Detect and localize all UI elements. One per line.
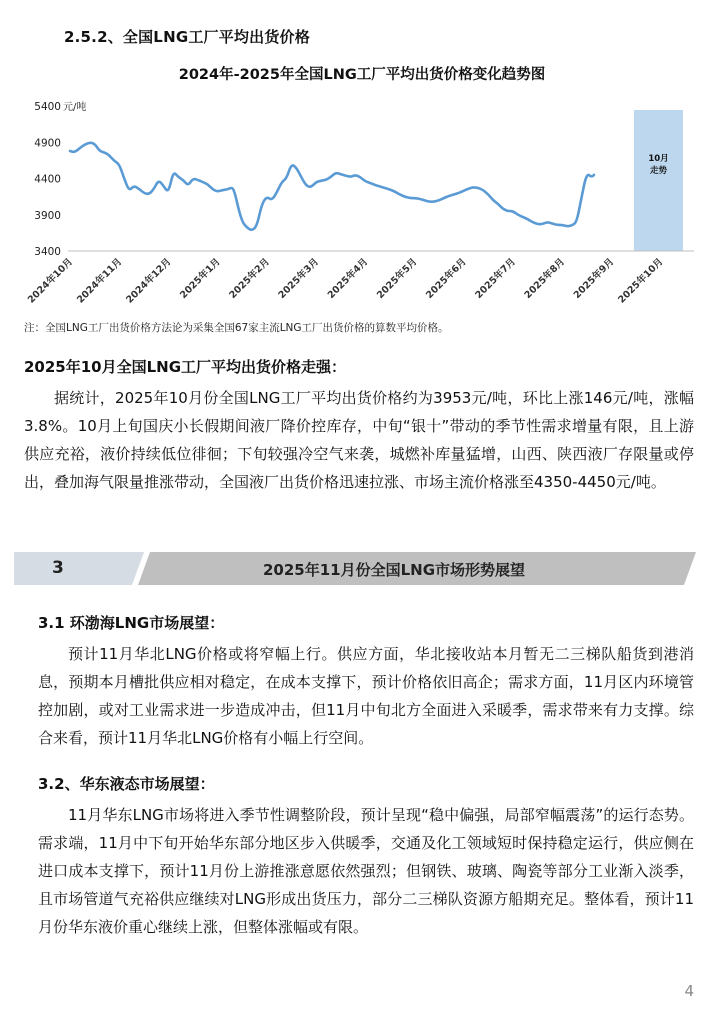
y-tick-label: 4900	[34, 137, 61, 150]
x-tick-label: 2024年11月	[75, 256, 125, 306]
price-trend-chart	[0, 92, 724, 322]
chart-note: 注：全国LNG工厂出货价格方法论为采集全国67家主流LNG工厂出货价格的算数平均价格。	[24, 322, 449, 334]
x-tick-label: 2024年10月	[25, 256, 76, 306]
october-heading: 2025年10月全国LNG工厂平均出货价格走强：	[24, 358, 347, 376]
x-tick-label: 2025年10月	[616, 256, 666, 306]
section-3-1-paragraph: 预计11月华北LNG价格或将窄幅上行。供应方面，华北接收站本月暂无二三梯队船货到港消息，预期本月槽批供应相对稳定，在成本支撑下，预计价格依旧高企；需求方面，11月区内环境管控加剧，或对工业需求进一步造成冲击，但11月中旬北方全面进入采暖季，需求带来有力支撑。综合来看，预计11月华北LNG价格有小幅上行空间。	[38, 645, 694, 747]
x-tick-label: 2024年12月	[124, 256, 174, 306]
y-tick-label: 4400	[34, 173, 61, 186]
october-paragraph: 据统计，2025年10月份全国LNG工厂平均出货价格约为3953元/吨，环比上涨146元/吨，涨幅3.8%。10月上旬国庆小长假期间液厂降价控库存，中旬“银十”带动的季节性需求增量有限，且上游供应充裕，液价持续低位徘徊；下旬较强冷空气来袭，城燃补库量猛增，山西、陕西液厂存限量或停出，叠加海气限量推涨带动，全国液厂出货价格迅速拉涨、市场主流价格涨至4350-4450元/吨。	[24, 389, 694, 491]
banner-title: 2025年11月份全国LNG市场形势展望	[262, 561, 526, 579]
highlight-label-line1: 10月	[648, 154, 669, 164]
x-tick-label: 2025年5月	[374, 256, 420, 301]
x-tick-label: 2025年8月	[522, 256, 568, 301]
section-3-2-heading: 3.2、华东液态市场展望：	[38, 775, 215, 793]
x-tick-label: 2025年7月	[473, 256, 518, 301]
section-heading: 2.5.2、全国LNG工厂平均出货价格	[64, 28, 310, 46]
price-series-line	[70, 143, 594, 230]
banner-section-number: 3	[52, 558, 64, 578]
x-tick-label: 2025年9月	[571, 256, 617, 301]
y-tick-label: 3400	[34, 246, 61, 258]
y-tick-label: 3900	[34, 209, 61, 222]
chart-title: 2024年-2025年全国LNG工厂平均出货价格变化趋势图	[178, 67, 546, 83]
x-tick-label: 2025年2月	[227, 256, 272, 301]
x-tick-label: 2025年1月	[178, 256, 223, 301]
x-tick-label: 2025年3月	[276, 256, 322, 301]
y-axis-unit-label: 元/吨	[63, 102, 87, 113]
x-tick-label: 2025年6月	[424, 256, 469, 301]
page-number: 4	[684, 982, 694, 1000]
y-tick-label: 5400	[34, 101, 61, 113]
section-banner	[14, 552, 696, 585]
x-tick-label: 2025年4月	[325, 256, 371, 301]
section-3-1-heading: 3.1 环渤海LNG市场展望：	[38, 614, 225, 632]
october-highlight-band	[634, 110, 683, 251]
section-3-2-paragraph: 11月华东LNG市场将进入季节性调整阶段，预计呈现“稳中偏强，局部窄幅震荡”的运行态势。需求端，11月中下旬开始华东部分地区步入供暖季，交通及化工领域短时保持稳定运行，供应侧在进口成本支撑下，预计11月份上游推涨意愿依然强烈；但钢铁、玻璃、陶瓷等部分工业渐入淡季，且市场管道气充裕供应继续对LNG形成出货压力，部分二三梯队资源方船期充足。整体看，预计11月份华东液价重心继续上涨，但整体涨幅或有限。	[38, 806, 694, 936]
highlight-label-line2: 走势	[649, 166, 668, 176]
